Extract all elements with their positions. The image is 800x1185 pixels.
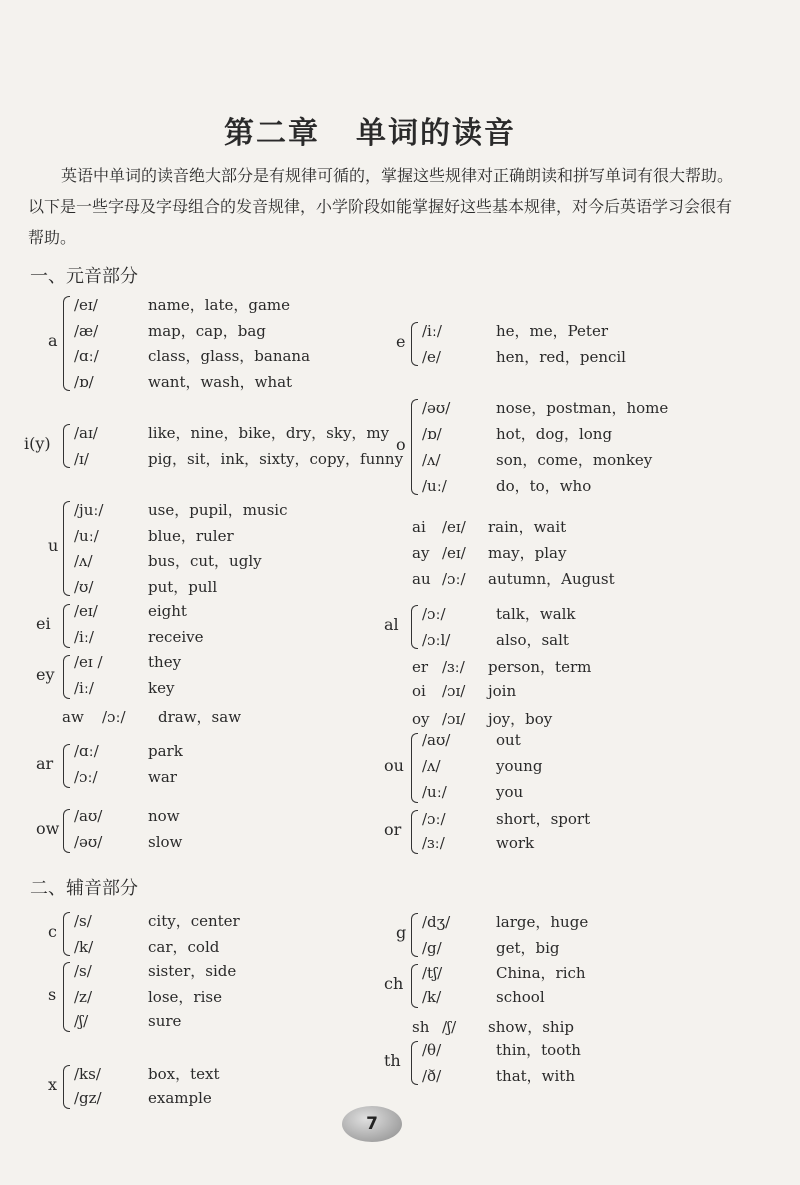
- example-words: name，late，game: [148, 296, 290, 314]
- rule-row: [422, 937, 560, 958]
- rule-row: [422, 320, 608, 341]
- group-letter: i(y): [24, 433, 51, 453]
- rule-row: [422, 808, 590, 829]
- phonetic: /eɪ/: [74, 602, 98, 620]
- group-letter: x: [48, 1075, 58, 1094]
- example-words: bus，cut，ugly: [148, 552, 262, 570]
- example-words: pig，sit，ink，sixty，copy，funny: [148, 449, 404, 468]
- example-words: short，sport: [496, 810, 591, 828]
- rule-row: [74, 936, 219, 957]
- group-letter: oi: [412, 682, 426, 700]
- phonetic: /ʌ/: [422, 757, 441, 775]
- rule-row: [422, 603, 576, 624]
- example-words: son，come，monkey: [496, 451, 653, 469]
- phonetic: /ʊ/: [74, 577, 94, 596]
- phonetic: /ɔɪ/: [442, 710, 466, 728]
- rule-single-aw: [62, 706, 241, 727]
- brace: [63, 296, 70, 391]
- example-words: sure: [148, 1012, 182, 1030]
- example-words: join: [488, 682, 517, 700]
- phonetic: /s/: [74, 912, 92, 930]
- phonetic: /æ/: [74, 321, 99, 340]
- phonetic: /ɑː/: [74, 742, 99, 760]
- rule-row: [74, 768, 177, 786]
- example-words: example: [148, 1089, 212, 1107]
- phonetic: /ɔːl/: [422, 631, 451, 649]
- example-words: school: [496, 988, 545, 1006]
- rule-row: [422, 449, 652, 470]
- phonetic: /ɔː/: [422, 810, 446, 828]
- group-letter: ai: [412, 518, 426, 536]
- group-letter: ei: [36, 613, 51, 633]
- example-words: you: [496, 783, 524, 801]
- example-words: sister，side: [148, 962, 237, 980]
- rule-row: [422, 475, 591, 496]
- phonetic: /k/: [422, 988, 442, 1006]
- phonetic: /θ/: [422, 1041, 442, 1059]
- group-letter: ar: [36, 754, 54, 773]
- brace: [63, 655, 70, 699]
- example-words: person，term: [488, 658, 592, 676]
- phonetic: /dʒ/: [422, 913, 451, 931]
- rule-row: [74, 960, 236, 981]
- rule-row: [422, 783, 523, 801]
- phonetic: /gz/: [74, 1089, 102, 1107]
- rule-row: [422, 911, 588, 932]
- brace: [63, 809, 70, 853]
- chapter-name: 单词的读音: [356, 116, 516, 151]
- rule-row: [74, 742, 183, 760]
- example-words: young: [496, 757, 543, 775]
- group-letter: g: [396, 923, 407, 942]
- phonetic: /aʊ/: [422, 731, 451, 749]
- brace: [63, 424, 70, 468]
- rule-single-sh: [412, 1016, 574, 1037]
- phonetic: /eɪ/: [442, 518, 466, 536]
- page-number: 7: [342, 1106, 402, 1142]
- rule-row: [74, 628, 203, 646]
- rule-row: [74, 294, 290, 315]
- group-letter: sh: [412, 1018, 430, 1036]
- group-letter: u: [48, 536, 59, 556]
- brace: [63, 1065, 70, 1109]
- rule-row: [74, 499, 287, 520]
- example-words: do，to，who: [496, 477, 592, 495]
- rule-row: [422, 988, 545, 1006]
- rule-single-au: [412, 568, 615, 589]
- rule-single-ai: [412, 516, 566, 537]
- group-letter: ay: [412, 544, 430, 562]
- group-letter: s: [48, 985, 57, 1004]
- phonetic: /iː/: [74, 678, 94, 697]
- rule-single-ay: [412, 542, 566, 563]
- brace: [411, 964, 418, 1008]
- group-letter: c: [48, 922, 57, 941]
- example-words: also，salt: [496, 631, 569, 649]
- brace: [411, 733, 418, 803]
- group-letter: ow: [36, 819, 60, 838]
- phonetic: /əʊ/: [422, 399, 451, 417]
- phonetic: /ɪ/: [74, 449, 89, 468]
- group-letter: o: [396, 435, 406, 454]
- phonetic: /uː/: [422, 783, 447, 801]
- phonetic: /uː/: [422, 477, 447, 495]
- phonetic: /uː/: [74, 526, 99, 545]
- phonetic: /iː/: [422, 322, 442, 340]
- rule-row: [74, 1063, 220, 1084]
- group-letter: au: [412, 570, 431, 588]
- group-letter: aw: [62, 708, 84, 726]
- brace: [411, 399, 418, 495]
- brace: [63, 604, 70, 648]
- rule-row: [74, 679, 174, 697]
- brace: [63, 912, 70, 956]
- phonetic: /aʊ/: [74, 807, 103, 825]
- phonetic: /ʃ/: [442, 1018, 457, 1036]
- phonetic: /əʊ/: [74, 833, 103, 851]
- example-words: blue，ruler: [148, 526, 234, 545]
- example-words: want，wash，what: [148, 372, 293, 391]
- phonetic: /ɒ/: [74, 372, 94, 391]
- group-letter: ey: [36, 664, 55, 684]
- phonetic: /eɪ/: [442, 544, 466, 562]
- phonetic: /ʌ/: [74, 552, 93, 570]
- phonetic: /ɔː/: [102, 708, 126, 726]
- phonetic: /ɑː/: [74, 347, 99, 365]
- group-letter: oy: [412, 710, 430, 728]
- rule-row: [422, 731, 521, 749]
- phonetic: /tʃ/: [422, 964, 443, 982]
- rule-row: [74, 833, 182, 851]
- example-words: work: [496, 834, 535, 852]
- phonetic: /k/: [74, 938, 94, 956]
- phonetic: /aɪ/: [74, 424, 98, 442]
- rule-row: [74, 320, 266, 341]
- phonetic: /eɪ /: [74, 653, 103, 671]
- example-words: park: [148, 742, 183, 760]
- rule-row: [74, 910, 240, 931]
- rule-row: [422, 346, 626, 367]
- example-words: rain，wait: [488, 518, 567, 536]
- intro-paragraph: 英语中单词的读音绝大部分是有规律可循的，掌握这些规律对正确朗读和拼写单词有很大帮助。以下是一些字母及字母组合的发音规律，小学阶段如能掌握好这些基本规律，对今后英语学习会很有帮助。: [28, 166, 734, 247]
- group-letter: er: [412, 658, 429, 676]
- rule-row: [422, 397, 668, 418]
- phonetic: /ɜː/: [442, 658, 465, 676]
- example-words: put，pull: [148, 577, 218, 596]
- section-consonants: 二、辅音部分: [30, 878, 138, 899]
- brace: [411, 1041, 418, 1085]
- example-words: nose，postman，home: [496, 399, 669, 417]
- example-words: city，center: [148, 912, 240, 930]
- brace: [63, 962, 70, 1032]
- example-words: draw，saw: [158, 708, 242, 726]
- rule-row: [74, 576, 217, 597]
- example-words: get，big: [496, 939, 560, 957]
- example-words: hen，red，pencil: [496, 347, 626, 366]
- example-words: eight: [148, 602, 187, 620]
- phonetic: /ʃ/: [74, 1012, 89, 1030]
- phonetic: /ɔː/: [74, 768, 98, 786]
- phonetic: /g/: [422, 939, 442, 957]
- rule-row: [422, 834, 534, 852]
- brace: [411, 810, 418, 854]
- brace: [63, 744, 70, 788]
- example-words: show，ship: [488, 1018, 574, 1036]
- phonetic: /ɔɪ/: [442, 682, 466, 700]
- example-words: now: [148, 807, 180, 825]
- rule-row: [74, 345, 310, 366]
- rule-row: [422, 629, 569, 650]
- brace: [411, 913, 418, 957]
- brace: [63, 501, 70, 596]
- rule-row: [74, 653, 181, 671]
- example-words: like，nine，bike，dry，sky，my: [148, 424, 390, 442]
- rule-row: [422, 1065, 575, 1086]
- example-words: lose，rise: [148, 988, 222, 1006]
- example-words: they: [148, 653, 182, 671]
- brace: [411, 322, 418, 366]
- example-words: map，cap，bag: [148, 321, 266, 340]
- phonetic: /juː/: [74, 501, 104, 519]
- rule-row: [74, 986, 222, 1007]
- rule-row: [74, 422, 389, 443]
- group-letter: ch: [384, 974, 404, 993]
- phonetic: /eɪ/: [74, 296, 98, 314]
- brace: [411, 605, 418, 649]
- example-words: that，with: [496, 1067, 575, 1085]
- phonetic: /ɒ/: [422, 425, 442, 443]
- example-words: class，glass，banana: [148, 347, 311, 365]
- group-letter: or: [384, 820, 402, 839]
- example-words: autumn，August: [488, 570, 615, 588]
- example-words: China，rich: [496, 964, 586, 982]
- rule-row: [74, 602, 187, 620]
- example-words: war: [148, 768, 177, 786]
- example-words: hot，dog，long: [496, 425, 613, 443]
- example-words: slow: [148, 833, 183, 851]
- chapter-title: [0, 108, 740, 152]
- example-words: joy，boy: [488, 710, 553, 728]
- example-words: key: [148, 678, 175, 697]
- phonetic: /ð/: [422, 1067, 442, 1085]
- example-words: large，huge: [496, 913, 589, 931]
- rule-row: [74, 1012, 181, 1030]
- phonetic: /ɔː/: [442, 570, 466, 588]
- example-words: thin，tooth: [496, 1041, 581, 1059]
- phonetic: /ɜː/: [422, 834, 445, 852]
- rule-row: [74, 371, 292, 392]
- example-words: may，play: [488, 544, 567, 562]
- rule-row: [74, 807, 180, 825]
- phonetic: /iː/: [74, 627, 94, 646]
- rule-row: [74, 550, 262, 571]
- example-words: he，me，Peter: [496, 322, 609, 340]
- rule-single-er: [412, 656, 591, 677]
- rule-row: [74, 525, 234, 546]
- group-letter: ou: [384, 756, 404, 775]
- rule-single-oy: [412, 708, 552, 729]
- phonetic: /s/: [74, 962, 92, 980]
- example-words: talk，walk: [496, 605, 576, 623]
- example-words: car，cold: [148, 938, 220, 956]
- rule-row: [422, 423, 612, 444]
- phonetic: /ɔː/: [422, 605, 446, 623]
- chapter-number: 第二章: [224, 116, 320, 151]
- section-vowels: 一、元音部分: [30, 266, 138, 287]
- rule-row: [422, 757, 542, 775]
- group-letter: th: [384, 1051, 401, 1070]
- group-letter: e: [396, 331, 406, 351]
- rule-row: [422, 962, 586, 983]
- phonetic: /ʌ/: [422, 451, 441, 469]
- rule-row: [74, 1089, 212, 1107]
- rule-single-oi: [412, 682, 516, 700]
- group-letter: al: [384, 615, 399, 634]
- rule-row: [74, 448, 403, 469]
- example-words: box，text: [148, 1065, 220, 1083]
- rule-row: [422, 1039, 581, 1060]
- group-letter: a: [48, 331, 58, 351]
- example-words: receive: [148, 627, 204, 646]
- phonetic: /z/: [74, 988, 93, 1006]
- example-words: out: [496, 731, 521, 749]
- phonetic: /e/: [422, 347, 441, 366]
- phonetic: /ks/: [74, 1065, 101, 1083]
- example-words: use，pupil，music: [148, 501, 288, 519]
